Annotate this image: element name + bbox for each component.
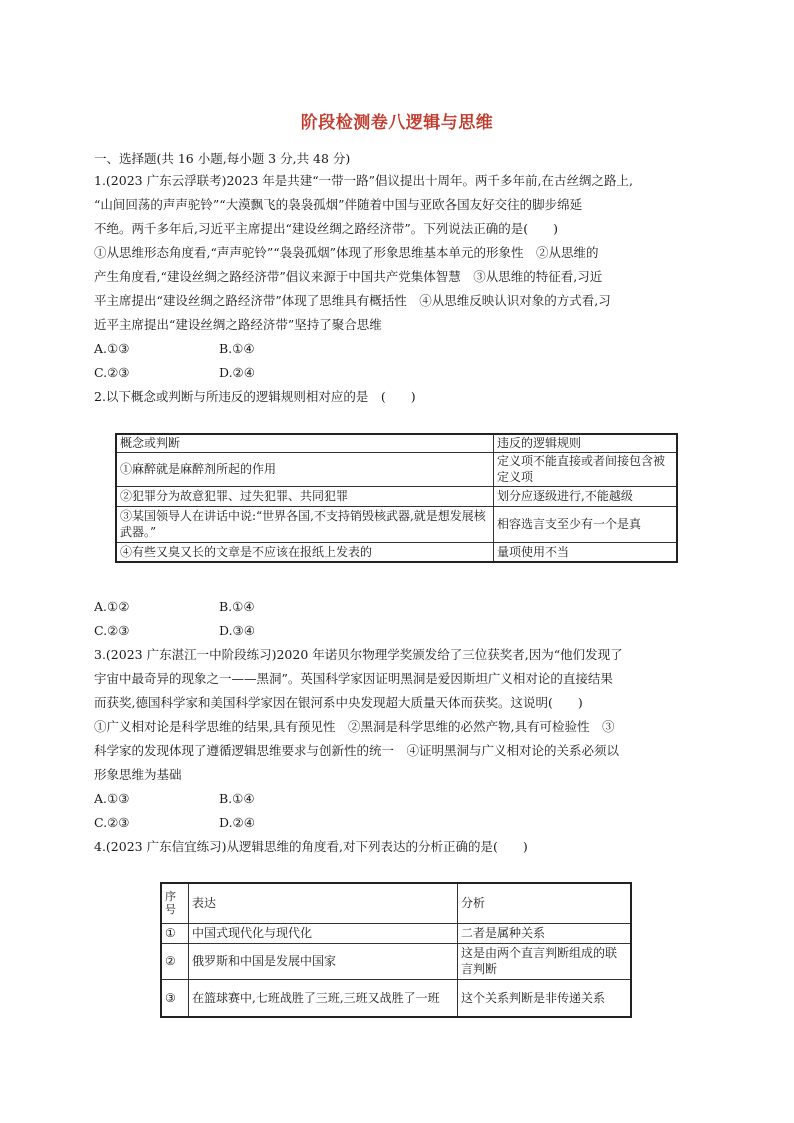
- page-title: 阶段检测卷八逻辑与思维: [300, 113, 494, 133]
- q2-option-c: C.②③: [94, 623, 130, 638]
- q3-line: 而获奖,德国科学家和美国科学家因在银河系中央发现超大质量天体而获奖。这说明( ): [94, 695, 583, 710]
- q2-cell: ①麻醉就是麻醉剂所起的作用: [116, 452, 494, 486]
- q1-option-d: D.②④: [219, 365, 255, 380]
- q2-table: [115, 433, 678, 563]
- q3-line: 科学家的发现体现了遵循逻辑思维要求与创新性的统一 ④证明黑洞与广义相对论的关系必须以: [94, 743, 620, 758]
- q4-cell: 这个关系判断是非传递关系: [458, 979, 632, 1017]
- q3-line: 宇宙中最奇异的现象之一——黑洞”。英国科学家因证明黑洞是爱因斯坦广义相对论的直接结果: [94, 671, 613, 686]
- q1-option-b: B.①④: [219, 341, 255, 356]
- q2-option-b: B.①④: [219, 599, 255, 614]
- q4-stem: 4.(2023 广东信宜练习)从逻辑思维的角度看,对下列表达的分析正确的是( ): [94, 839, 528, 854]
- q4-header: 序号: [161, 883, 189, 923]
- q2-cell: 定义项不能直接或者间接包含被定义项: [494, 452, 678, 486]
- q3-line: 形象思维为基础: [94, 767, 182, 782]
- q3-option-c: C.②③: [94, 815, 130, 830]
- q4-cell: ①: [161, 923, 189, 943]
- q3-option-a: A.①③: [94, 791, 130, 806]
- q2-cell: ②犯罪分为故意犯罪、过失犯罪、共同犯罪: [116, 486, 494, 506]
- q1-line: 1.(2023 广东云浮联考)2023 年是共建“一带一路”倡议提出十周年。两千多年前,在古丝绸之路上,: [94, 173, 633, 188]
- q2-cell: ③某国领导人在讲话中说:“世界各国,不支持销毁核武器,就是想发展核武器。”: [116, 506, 494, 542]
- q3-line: ①广义相对论是科学思维的结果,具有预见性 ②黑洞是科学思维的必然产物,具有可检验性 ③: [94, 719, 615, 734]
- q4-cell: 俄罗斯和中国是发展中国家: [189, 943, 458, 979]
- q2-cell: 量项使用不当: [494, 542, 678, 562]
- q1-option-a: A.①③: [94, 341, 130, 356]
- q4-header: 表达: [189, 883, 458, 923]
- q4-header: 分析: [458, 883, 632, 923]
- q2-cell: 划分应逐级进行,不能越级: [494, 486, 678, 506]
- q4-cell: 二者是属种关系: [458, 923, 632, 943]
- q2-stem: 2.以下概念或判断与所违反的逻辑规则相对应的是 ( ): [94, 389, 416, 404]
- q2-cell: 相容选言支至少有一个是真: [494, 506, 678, 542]
- q3-line: 3.(2023 广东湛江一中阶段练习)2020 年诺贝尔物理学奖颁发给了三位获奖者,因为“他们发现了: [94, 647, 623, 662]
- q1-line: ①从思维形态角度看,“声声驼铃”“袅袅孤烟”体现了形象思维基本单元的形象性 ②从思维的: [94, 245, 599, 260]
- q1-line: “山间回荡的声声驼铃”“大漠飘飞的袅袅孤烟”伴随着中国与亚欧各国友好交往的脚步绵延: [94, 197, 583, 212]
- q4-cell: ③: [161, 979, 189, 1017]
- q4-cell: ②: [161, 943, 189, 979]
- q4-cell: 在篮球赛中,七班战胜了三班,三班又战胜了一班: [189, 979, 458, 1017]
- section-heading: 一、选择题(共 16 小题,每小题 3 分,共 48 分): [94, 151, 351, 166]
- q1-line: 近平主席提出“建设丝绸之路经济带”坚持了聚合思维: [94, 317, 382, 332]
- q1-line: 不绝。两千多年后,习近平主席提出“建设丝绸之路经济带”。下列说法正确的是( ): [94, 221, 559, 236]
- q1-line: 平主席提出“建设丝绸之路经济带”体现了思维具有概括性 ④从思维反映认识对象的方式看,习: [94, 293, 611, 308]
- q4-table: [160, 882, 632, 1018]
- q3-option-b: B.①④: [219, 791, 255, 806]
- q1-line: 产生角度看,“建设丝绸之路经济带”倡议来源于中国共产党集体智慧 ③从思维的特征看,习近: [94, 269, 603, 284]
- q3-option-d: D.②④: [219, 815, 255, 830]
- q2-option-a: A.①②: [94, 599, 130, 614]
- q2-cell: ④有些又臭又长的文章是不应该在报纸上发表的: [116, 542, 494, 562]
- q2-header: 概念或判断: [116, 434, 494, 452]
- q1-option-c: C.②③: [94, 365, 130, 380]
- q4-cell: 这是由两个直言判断组成的联言判断: [458, 943, 632, 979]
- q4-cell: 中国式现代化与现代化: [189, 923, 458, 943]
- q2-option-d: D.③④: [219, 623, 255, 638]
- q2-header: 违反的逻辑规则: [494, 434, 678, 452]
